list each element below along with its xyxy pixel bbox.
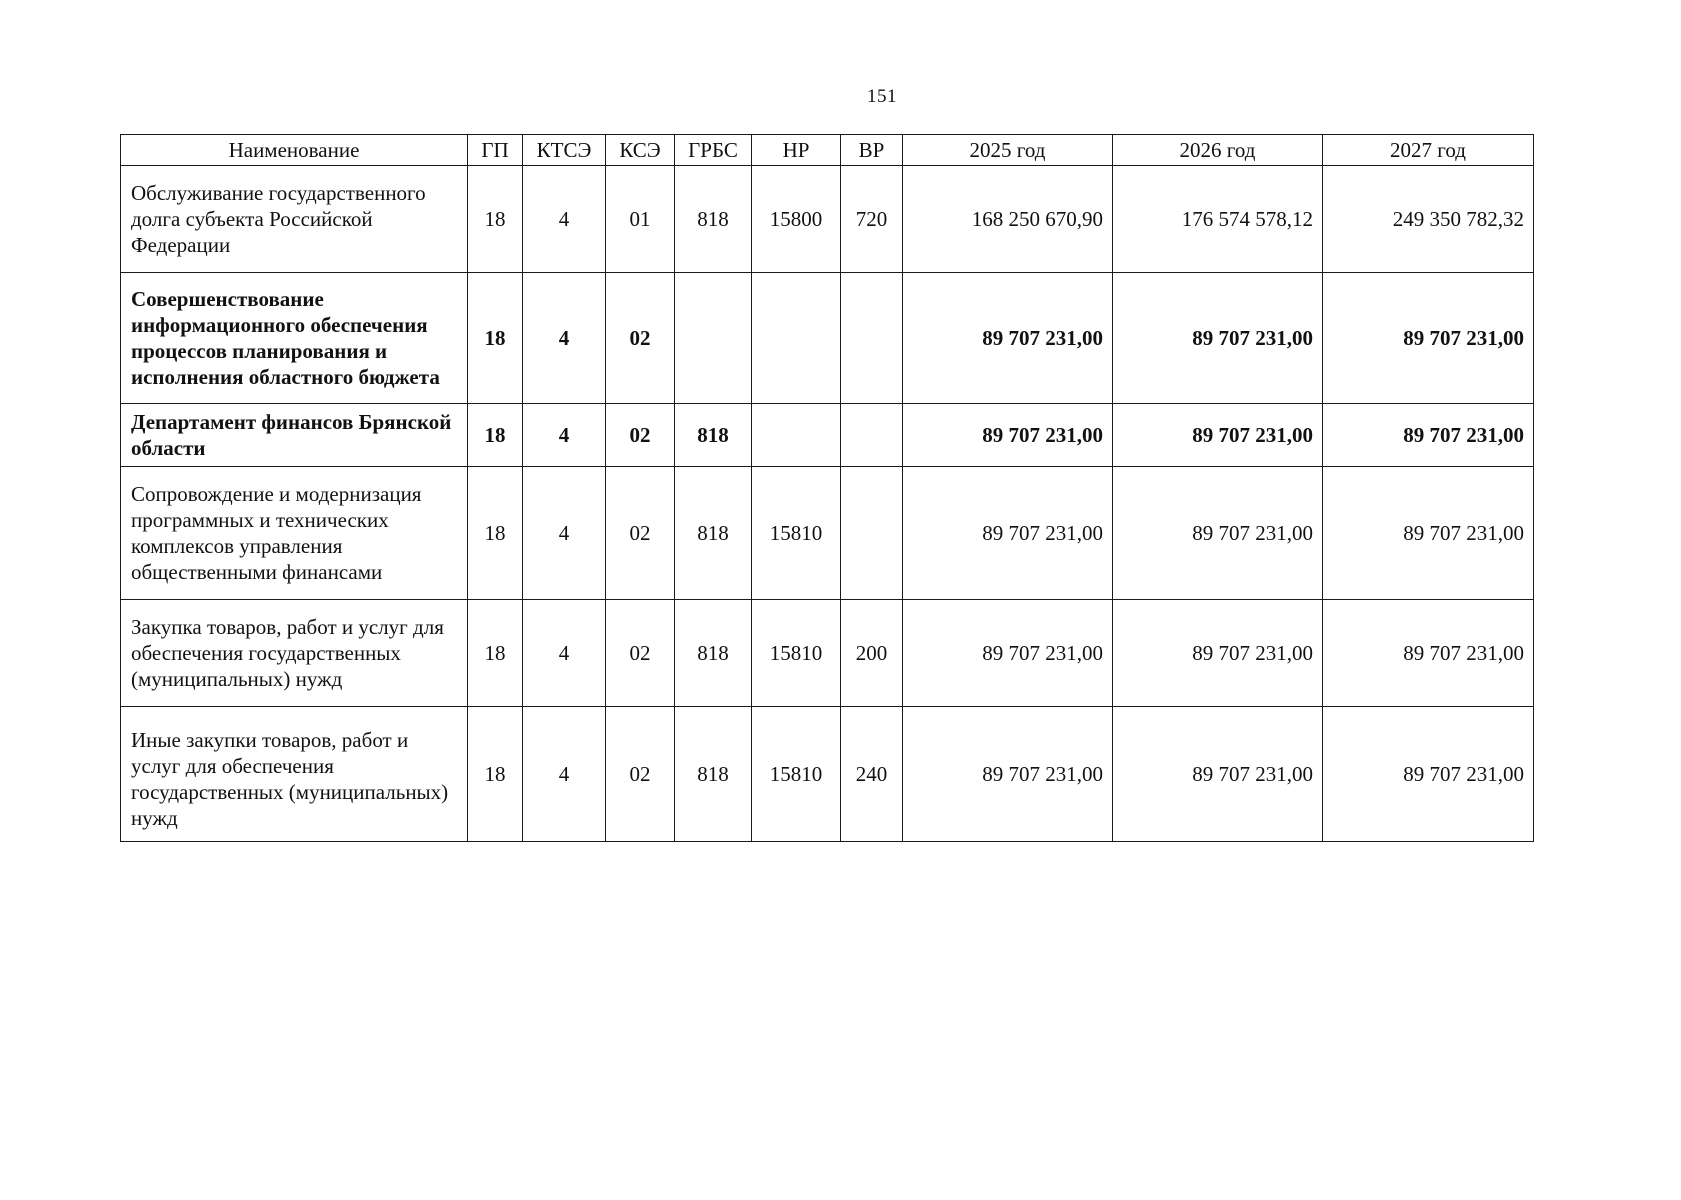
- header-2027: 2027 год: [1323, 135, 1534, 166]
- row-grbs: [675, 273, 752, 404]
- row-vr: [841, 404, 903, 467]
- header-vr: ВР: [841, 135, 903, 166]
- row-amount-2027: 89 707 231,00: [1323, 600, 1534, 707]
- row-gp: 18: [468, 404, 523, 467]
- row-amount-2026: 89 707 231,00: [1113, 273, 1323, 404]
- row-amount-2025: 89 707 231,00: [903, 600, 1113, 707]
- row-name: Совершенствование информационного обеспечения процессов планирования и исполнения областного бюджета: [121, 273, 468, 404]
- header-gp: ГП: [468, 135, 523, 166]
- table-header-row: [121, 135, 1534, 166]
- table-row: [121, 404, 1534, 467]
- row-amount-2027: 89 707 231,00: [1323, 404, 1534, 467]
- row-vr: 720: [841, 166, 903, 273]
- row-ktse: 4: [523, 404, 606, 467]
- table-row: [121, 273, 1534, 404]
- row-amount-2026: 176 574 578,12: [1113, 166, 1323, 273]
- row-gp: 18: [468, 166, 523, 273]
- row-name: Сопровождение и модернизация программных и технических комплексов управления общественными финансами: [121, 467, 468, 600]
- row-ktse: 4: [523, 273, 606, 404]
- row-amount-2026: 89 707 231,00: [1113, 600, 1323, 707]
- table-row: [121, 600, 1534, 707]
- row-grbs: 818: [675, 166, 752, 273]
- budget-table: [120, 134, 1534, 842]
- row-vr: [841, 467, 903, 600]
- row-grbs: 818: [675, 404, 752, 467]
- table-row: [121, 467, 1534, 600]
- row-kse: 02: [606, 600, 675, 707]
- row-amount-2026: 89 707 231,00: [1113, 467, 1323, 600]
- header-2025: 2025 год: [903, 135, 1113, 166]
- row-nr: 15810: [752, 707, 841, 842]
- row-amount-2025: 168 250 670,90: [903, 166, 1113, 273]
- header-name: Наименование: [121, 135, 468, 166]
- row-ktse: 4: [523, 467, 606, 600]
- row-kse: 02: [606, 404, 675, 467]
- row-amount-2027: 89 707 231,00: [1323, 467, 1534, 600]
- row-amount-2025: 89 707 231,00: [903, 467, 1113, 600]
- row-vr: 200: [841, 600, 903, 707]
- header-grbs: ГРБС: [675, 135, 752, 166]
- row-kse: 01: [606, 166, 675, 273]
- row-kse: 02: [606, 707, 675, 842]
- row-name: Иные закупки товаров, работ и услуг для обеспечения государственных (муниципальных) нужд: [121, 707, 468, 842]
- row-nr: 15810: [752, 600, 841, 707]
- row-amount-2025: 89 707 231,00: [903, 707, 1113, 842]
- row-ktse: 4: [523, 707, 606, 842]
- row-amount-2025: 89 707 231,00: [903, 404, 1113, 467]
- row-gp: 18: [468, 467, 523, 600]
- row-nr: 15800: [752, 166, 841, 273]
- row-grbs: 818: [675, 467, 752, 600]
- table-row: [121, 707, 1534, 842]
- row-gp: 18: [468, 600, 523, 707]
- row-name: Обслуживание государственного долга субъекта Российской Федерации: [121, 166, 468, 273]
- row-name: Закупка товаров, работ и услуг для обеспечения государственных (муниципальных) нужд: [121, 600, 468, 707]
- row-ktse: 4: [523, 166, 606, 273]
- row-ktse: 4: [523, 600, 606, 707]
- row-gp: 18: [468, 707, 523, 842]
- row-amount-2026: 89 707 231,00: [1113, 707, 1323, 842]
- row-gp: 18: [468, 273, 523, 404]
- row-grbs: 818: [675, 707, 752, 842]
- page-number: 151: [867, 86, 897, 107]
- row-nr: 15810: [752, 467, 841, 600]
- row-vr: 240: [841, 707, 903, 842]
- header-kse: КСЭ: [606, 135, 675, 166]
- header-ktse: КТСЭ: [523, 135, 606, 166]
- row-amount-2027: 89 707 231,00: [1323, 273, 1534, 404]
- row-name: Департамент финансов Брянской области: [121, 404, 468, 467]
- row-amount-2027: 249 350 782,32: [1323, 166, 1534, 273]
- row-grbs: 818: [675, 600, 752, 707]
- row-nr: [752, 404, 841, 467]
- row-amount-2026: 89 707 231,00: [1113, 404, 1323, 467]
- row-vr: [841, 273, 903, 404]
- row-kse: 02: [606, 467, 675, 600]
- row-amount-2025: 89 707 231,00: [903, 273, 1113, 404]
- row-amount-2027: 89 707 231,00: [1323, 707, 1534, 842]
- table-row: [121, 166, 1534, 273]
- row-nr: [752, 273, 841, 404]
- header-2026: 2026 год: [1113, 135, 1323, 166]
- row-kse: 02: [606, 273, 675, 404]
- header-nr: НР: [752, 135, 841, 166]
